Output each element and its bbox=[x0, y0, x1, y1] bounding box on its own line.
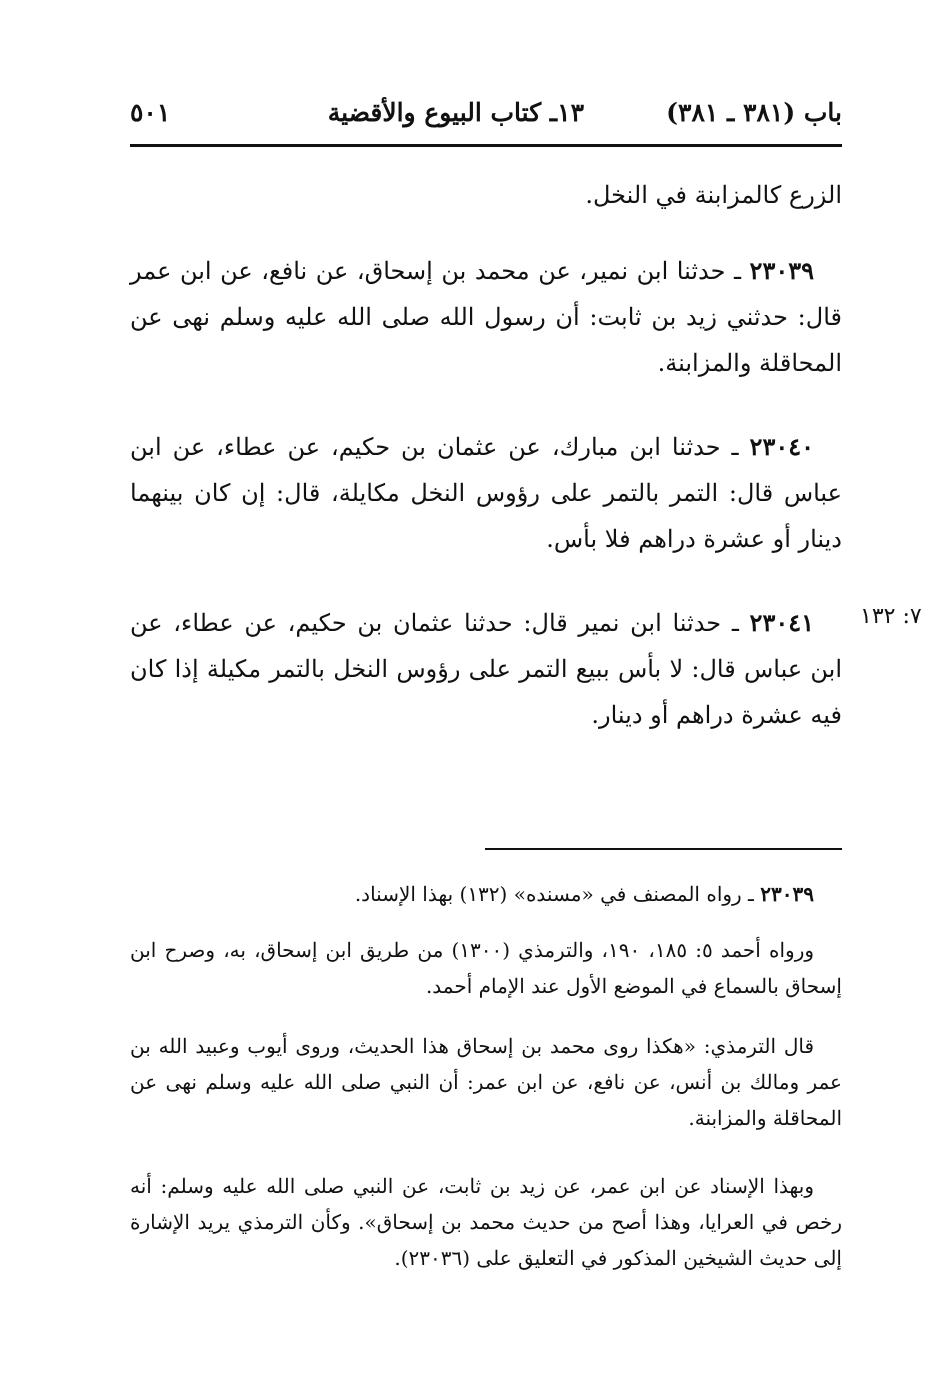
footnote-text: قال الترمذي: «هكذا روى محمد بن إسحاق هذا الحديث، وروى أيوب وعبيد الله بن عمر ومالك بن أنس، عن نافع، عن ابن عمر: أن النبي صلى الله عليه وسلم نهى عن المحاقلة والمزابنة. bbox=[130, 1034, 842, 1130]
footnote-text: ـ رواه المصنف في «مسنده» (١٣٢) بهذا الإسناد. bbox=[354, 882, 761, 906]
page-number: ٥٠١ bbox=[130, 98, 171, 127]
hadith-text: ـ حدثنا ابن نمير قال: حدثنا عثمان بن حكيم، عن عطاء، عن ابن عباس قال: لا بأس ببيع التمر على رؤوس النخل بالتمر مكيلة إذا كان فيه عشرة دراهم أو دينار. bbox=[130, 609, 843, 729]
footnote bbox=[130, 876, 842, 912]
hadith-paragraph bbox=[130, 248, 842, 386]
hadith-number: ٢٣٠٣٩ bbox=[749, 256, 814, 285]
footnote-text: ورواه أحمد ٥: ١٨٥، ١٩٠، والترمذي (١٣٠٠) من طريق ابن إسحاق، به، وصرح ابن إسحاق بالسماع في الموضع الأول عند الإمام أحمد. bbox=[130, 938, 842, 998]
footnote-text: وبهذا الإسناد عن ابن عمر، عن زيد بن ثابت، عن النبي صلى الله عليه وسلم: أنه رخص في العرايا، وهذا أصح من حديث محمد بن إسحاق». وكأن الترمذي يريد الإشارة إلى حديث الشيخين المذكور في التعليق على (٢٣٠٣٦). bbox=[130, 1174, 842, 1270]
footnote-number: ٢٣٠٣٩ bbox=[760, 882, 814, 906]
hadith-text: ـ حدثنا ابن مبارك، عن عثمان بن حكيم، عن عطاء، عن ابن عباس قال: التمر بالتمر على رؤوس النخل مكايلة، قال: إن كان بينهما دينار أو عشرة دراهم فلا بأس. bbox=[130, 433, 842, 553]
hadith-paragraph bbox=[130, 424, 842, 562]
hadith-paragraph bbox=[130, 600, 842, 738]
footnote-divider bbox=[485, 848, 842, 850]
hadith-text: ـ حدثنا ابن نمير، عن محمد بن إسحاق، عن نافع، عن ابن عمر قال: حدثني زيد بن ثابت: أن رسول الله صلى الله عليه وسلم نهى عن المحاقلة والمزابنة. bbox=[130, 257, 842, 377]
intro-paragraph bbox=[130, 172, 842, 218]
hadith-number: ٢٣٠٤١ bbox=[749, 608, 814, 637]
page-header bbox=[130, 92, 842, 147]
footnote bbox=[130, 1168, 842, 1276]
footnote bbox=[130, 1028, 842, 1136]
margin-reference: ٧: ١٣٢ bbox=[860, 604, 922, 629]
footnote bbox=[130, 932, 842, 1004]
header-section: باب (٣٨١ ـ ٣٨١) bbox=[666, 98, 842, 127]
intro-text: الزرع كالمزابنة في النخل. bbox=[585, 181, 842, 209]
hadith-number: ٢٣٠٤٠ bbox=[749, 432, 814, 461]
header-title: ١٣ـ كتاب البيوع والأقضية bbox=[327, 98, 584, 127]
